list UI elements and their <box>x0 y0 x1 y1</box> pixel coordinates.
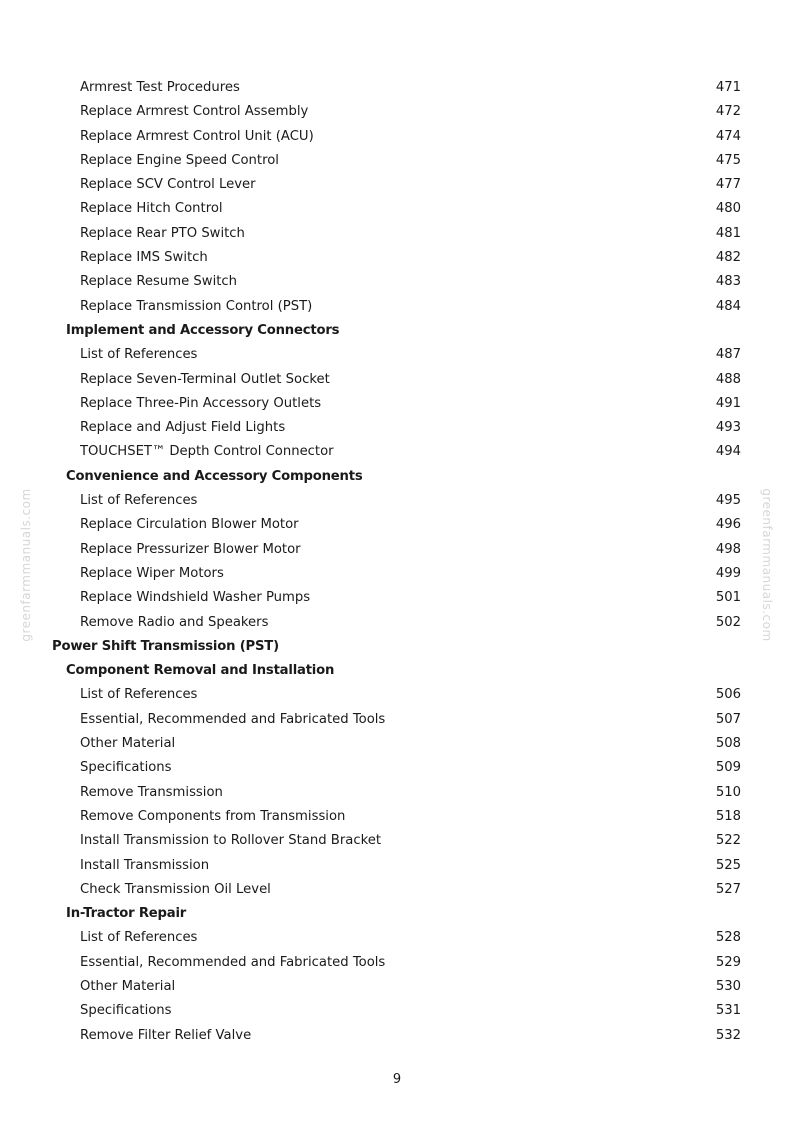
toc-entry-page: 484 <box>715 298 741 314</box>
toc-entry-page: 530 <box>715 978 741 994</box>
toc-entry-title: Armrest Test Procedures <box>80 80 240 95</box>
toc-entry-page: 483 <box>715 274 741 290</box>
toc-entry-title: Replace Hitch Control <box>80 201 223 217</box>
toc-entry[interactable] <box>0 926 794 950</box>
toc-entry-page: 481 <box>715 225 741 241</box>
toc-section-heading[interactable] <box>0 635 794 659</box>
table-of-contents <box>0 76 794 1048</box>
toc-entry-page: 531 <box>715 1003 741 1019</box>
toc-entry-page: 528 <box>715 930 741 946</box>
toc-entry-title: TOUCHSET™ Depth Control Connector <box>80 444 334 460</box>
toc-entry-title: Implement and Accessory Connectors <box>66 322 340 338</box>
toc-entry[interactable] <box>0 440 794 464</box>
toc-entry[interactable] <box>0 781 794 805</box>
toc-entry-title: Specifications <box>80 760 172 776</box>
toc-entry-title: Replace Wiper Motors <box>80 565 224 581</box>
toc-entry[interactable] <box>0 416 794 440</box>
toc-entry-page: 529 <box>715 954 741 970</box>
toc-entry[interactable] <box>0 586 794 610</box>
toc-entry[interactable] <box>0 270 794 294</box>
toc-entry-title: Component Removal and Installation <box>66 663 335 679</box>
toc-entry-page: 522 <box>715 833 741 849</box>
toc-subsection-heading[interactable] <box>0 465 794 489</box>
toc-entry-page: 491 <box>715 395 741 411</box>
toc-entry[interactable] <box>0 149 794 173</box>
toc-entry-title: Replace Engine Speed Control <box>80 152 279 168</box>
toc-entry-page: 474 <box>715 128 741 144</box>
toc-entry-title: Replace Seven-Terminal Outlet Socket <box>80 371 330 387</box>
toc-entry-title: Check Transmission Oil Level <box>80 881 271 897</box>
toc-entry[interactable] <box>0 805 794 829</box>
toc-entry-page: 482 <box>715 250 741 266</box>
toc-entry-page: 495 <box>715 493 741 509</box>
toc-entry[interactable] <box>0 368 794 392</box>
toc-entry[interactable] <box>0 732 794 756</box>
toc-entry-title: Replace Pressurizer Blower Motor <box>80 541 301 557</box>
toc-entry-page: 480 <box>715 201 741 217</box>
toc-entry-title: Replace Rear PTO Switch <box>80 225 245 241</box>
toc-entry-title: Remove Transmission <box>80 784 223 800</box>
toc-entry-title: Replace Three-Pin Accessory Outlets <box>80 395 322 411</box>
toc-entry-page: 494 <box>715 444 741 460</box>
toc-entry[interactable] <box>0 854 794 878</box>
toc-entry-page: 509 <box>715 760 741 776</box>
toc-subsection-heading[interactable] <box>0 659 794 683</box>
toc-entry[interactable] <box>0 538 794 562</box>
toc-entry-page: 488 <box>715 371 741 387</box>
toc-entry-title: Replace Windshield Washer Pumps <box>80 590 311 606</box>
toc-entry[interactable] <box>0 295 794 319</box>
toc-entry[interactable] <box>0 878 794 902</box>
toc-entry-title: Essential, Recommended and Fabricated Tools <box>80 954 386 970</box>
toc-entry-page: 475 <box>715 152 741 168</box>
toc-entry-page: 510 <box>715 784 741 800</box>
toc-entry-page: 506 <box>715 687 741 703</box>
toc-entry-page: 518 <box>715 808 741 824</box>
toc-entry-title: Remove Components from Transmission <box>80 808 346 824</box>
toc-entry[interactable] <box>0 683 794 707</box>
page-number: 9 <box>392 1072 402 1087</box>
toc-entry-page: 499 <box>715 565 741 581</box>
toc-entry-page: 487 <box>715 347 741 363</box>
toc-entry[interactable] <box>0 999 794 1023</box>
toc-entry-page: 508 <box>715 736 741 752</box>
toc-entry-page: 493 <box>715 420 741 436</box>
toc-entry[interactable] <box>0 392 794 416</box>
watermark-right: greenfarmmanuals.com <box>760 488 774 642</box>
toc-entry-title: Replace and Adjust Field Lights <box>80 420 286 436</box>
toc-entry[interactable] <box>0 1024 794 1048</box>
toc-entry-title: Essential, Recommended and Fabricated Tools <box>80 711 386 727</box>
toc-entry[interactable] <box>0 246 794 270</box>
toc-entry[interactable] <box>0 975 794 999</box>
toc-entry-title: Other Material <box>80 736 176 752</box>
toc-entry-title: Specifications <box>80 1003 172 1019</box>
toc-entry-title: Install Transmission to Rollover Stand Bracket <box>80 833 382 849</box>
toc-entry-title: Install Transmission <box>80 857 210 873</box>
toc-entry-page: 532 <box>715 1027 741 1043</box>
toc-entry-page: 527 <box>715 881 741 897</box>
toc-entry-page: 496 <box>715 517 741 533</box>
toc-subsection-heading[interactable] <box>0 319 794 343</box>
toc-subsection-heading[interactable] <box>0 902 794 926</box>
toc-entry-title: List of References <box>80 347 198 363</box>
toc-entry-title: Convenience and Accessory Components <box>66 468 363 484</box>
toc-entry-title: Remove Filter Relief Valve <box>80 1027 252 1043</box>
toc-entry[interactable] <box>0 173 794 197</box>
toc-entry[interactable] <box>0 100 794 124</box>
toc-entry[interactable] <box>0 513 794 537</box>
toc-entry-title: Replace Circulation Blower Motor <box>80 517 299 533</box>
watermark-left: greenfarmmanuals.com <box>19 488 33 642</box>
toc-entry-title: List of References <box>80 930 198 946</box>
toc-entry[interactable] <box>0 829 794 853</box>
toc-entry-page: 471 <box>715 80 741 95</box>
toc-entry-page: 472 <box>715 104 741 120</box>
toc-entry-page: 477 <box>715 177 741 193</box>
toc-entry-title: Power Shift Transmission (PST) <box>52 638 279 654</box>
toc-entry-page: 501 <box>715 590 741 606</box>
toc-entry-title: Replace SCV Control Lever <box>80 177 256 193</box>
toc-entry[interactable] <box>0 562 794 586</box>
toc-entry-title: Replace Armrest Control Unit (ACU) <box>80 128 314 144</box>
toc-entry[interactable] <box>0 76 794 100</box>
toc-entry-title: Other Material <box>80 978 176 994</box>
toc-entry-title: Replace Resume Switch <box>80 274 238 290</box>
toc-entry-title: Replace Transmission Control (PST) <box>80 298 313 314</box>
toc-entry[interactable] <box>0 489 794 513</box>
toc-entry-title: List of References <box>80 687 198 703</box>
toc-entry-title: Remove Radio and Speakers <box>80 614 269 630</box>
toc-entry-title: Replace IMS Switch <box>80 250 208 266</box>
toc-entry[interactable] <box>0 197 794 221</box>
toc-entry-page: 507 <box>715 711 741 727</box>
toc-entry[interactable] <box>0 611 794 635</box>
toc-entry[interactable] <box>0 125 794 149</box>
toc-entry-page: 498 <box>715 541 741 557</box>
toc-entry[interactable] <box>0 222 794 246</box>
toc-entry-title: Replace Armrest Control Assembly <box>80 104 309 120</box>
toc-entry[interactable] <box>0 951 794 975</box>
toc-entry[interactable] <box>0 756 794 780</box>
toc-entry-page: 502 <box>715 614 741 630</box>
toc-entry[interactable] <box>0 708 794 732</box>
toc-entry-title: In-Tractor Repair <box>66 906 187 922</box>
toc-entry-title: List of References <box>80 493 198 509</box>
toc-entry-page: 525 <box>715 857 741 873</box>
toc-entry[interactable] <box>0 343 794 367</box>
